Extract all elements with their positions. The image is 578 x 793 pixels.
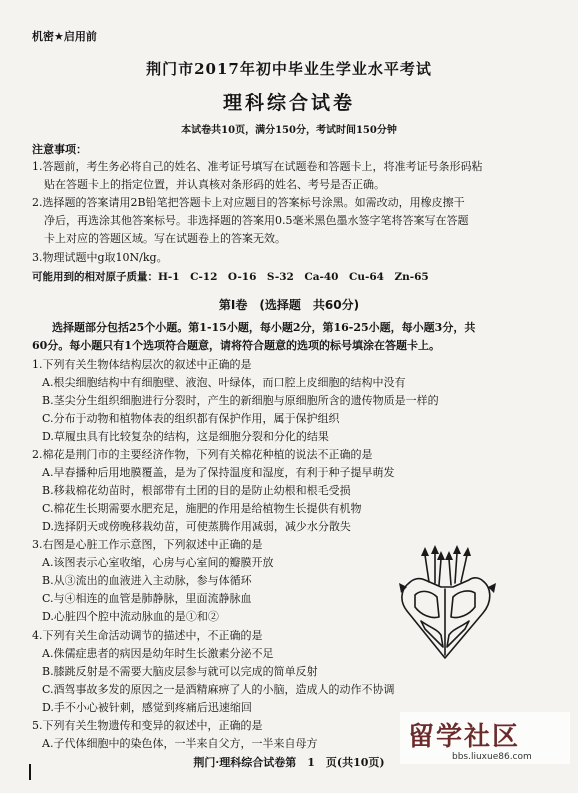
question-option: D.草履虫具有比较复杂的结构，这是细胞分裂和分化的结果 (42, 430, 329, 443)
notice-line: 3.物理试题中g取10N/kg。 (32, 251, 168, 264)
question-option: C.与④相连的血管是肺静脉，里面流静脉血 (42, 592, 252, 605)
question-stem: 1.下列有关生物体结构层次的叙述中正确的是 (32, 358, 252, 371)
question-stem: 3.右图是心脏工作示意图，下列叙述中正确的是 (32, 538, 263, 551)
notice-line: 2.选择题的答案请用2B铅笔把答题卡上对应题目的答案标号涂黑。如需改动，用橡皮擦干 (32, 196, 465, 209)
question-stem: 4.下列有关生命活动调节的描述中，不正确的是 (32, 629, 263, 642)
question-option: A.根尖细胞结构中有细胞壁、液泡、叶绿体，而口腔上皮细胞的结构中没有 (42, 376, 406, 389)
notice-line: 1.答题前，考生务必将自己的姓名、准考证号填写在试题卷和答题卡上，将准考证号条形码粘 (32, 160, 483, 173)
question-option: A.该图表示心室收缩，心房与心室间的瓣膜开放 (42, 556, 274, 569)
notice-heading: 注意事项： (32, 143, 87, 156)
notice-line: 卡上对应的答题区域。写在试题卷上的答案无效。 (44, 232, 286, 245)
section-intro: 60分。每小题只有1个选项符合题意，请将符合题意的选项的标号填涂在答题卡上。 (32, 339, 440, 352)
exam-meta: 本试卷共10页，满分150分，考试时间150分钟 (181, 125, 397, 136)
notice-line: 净后，再选涂其他答案标号。非选择题的答案用0.5毫米黑色墨水签字笔将答案写在答题 (44, 214, 469, 227)
margin-mark (29, 764, 31, 780)
heart-diagram (395, 537, 500, 662)
confidential-label: 机密★启用前 (32, 30, 97, 43)
section-intro: 选择题部分包括25个小题。第1-15小题，每小题2分，第16-25小题，每小题3分，共 (52, 321, 476, 334)
question-option: B.移栽棉花幼苗时，根部带有土团的目的是防止幼根和根毛受损 (42, 484, 351, 497)
section-title: 第Ⅰ卷 (选择题 共60分) (218, 298, 360, 312)
exam-title: 荆门市2017年初中毕业生学业水平考试 (146, 60, 432, 78)
watermark-url: bbs.liuxue86.com (452, 752, 532, 762)
question-option: B.膝跳反射是不需要大脑皮层参与就可以完成的简单反射 (42, 665, 318, 678)
question-option: A.子代体细胞中的染色体，一半来自父方，一半来自母方 (42, 737, 318, 750)
question-option: A.早春播种后用地膜覆盖，是为了保持温度和湿度，有利于种子提早萌发 (42, 466, 395, 479)
question-option: B.茎尖分生组织细胞进行分裂时，产生的新细胞与原细胞所含的遗传物质是一样的 (42, 394, 439, 407)
question-option: D.选择阴天或傍晚移栽幼苗，可使蒸腾作用减弱，减少水分散失 (42, 520, 351, 533)
question-option: C.棉花生长期需要水肥充足，施肥的作用是给植物生长提供有机物 (42, 502, 362, 515)
question-option: D.手不小心被针刺，感觉到疼痛后迅速缩回 (42, 701, 252, 714)
watermark-logo: 留学社区 (408, 722, 521, 752)
question-option: B.从③流出的血液进入主动脉，参与体循环 (42, 574, 252, 587)
question-stem: 2.棉花是荆门市的主要经济作物，下列有关棉花种植的说法不正确的是 (32, 448, 373, 461)
atomic-masses: 可能用到的相对原子质量：H-1 C-12 O-16 S-32 Ca-40 Cu-64 Zn-65 (32, 271, 429, 283)
question-option: A.侏儒症患者的病因是幼年时生长激素分泌不足 (42, 647, 274, 660)
question-option: D.心脏四个腔中流动脉血的是①和② (42, 610, 219, 623)
paper-subtitle: 理科综合试卷 (222, 92, 355, 114)
question-stem: 5.下列有关生物遗传和变异的叙述中，正确的是 (32, 719, 263, 732)
notice-line: 贴在答题卡上的指定位置，并认真核对条形码的姓名、考号是否正确。 (44, 178, 385, 191)
question-option: C.分布于动物和植物体表的组织都有保护作用，属于保护组织 (42, 412, 340, 425)
page-footer: 荆门·理科综合试卷第 1 页(共10页) (193, 756, 385, 769)
question-option: C.酒驾事故多发的原因之一是酒精麻痹了人的小脑，造成人的动作不协调 (42, 683, 395, 696)
